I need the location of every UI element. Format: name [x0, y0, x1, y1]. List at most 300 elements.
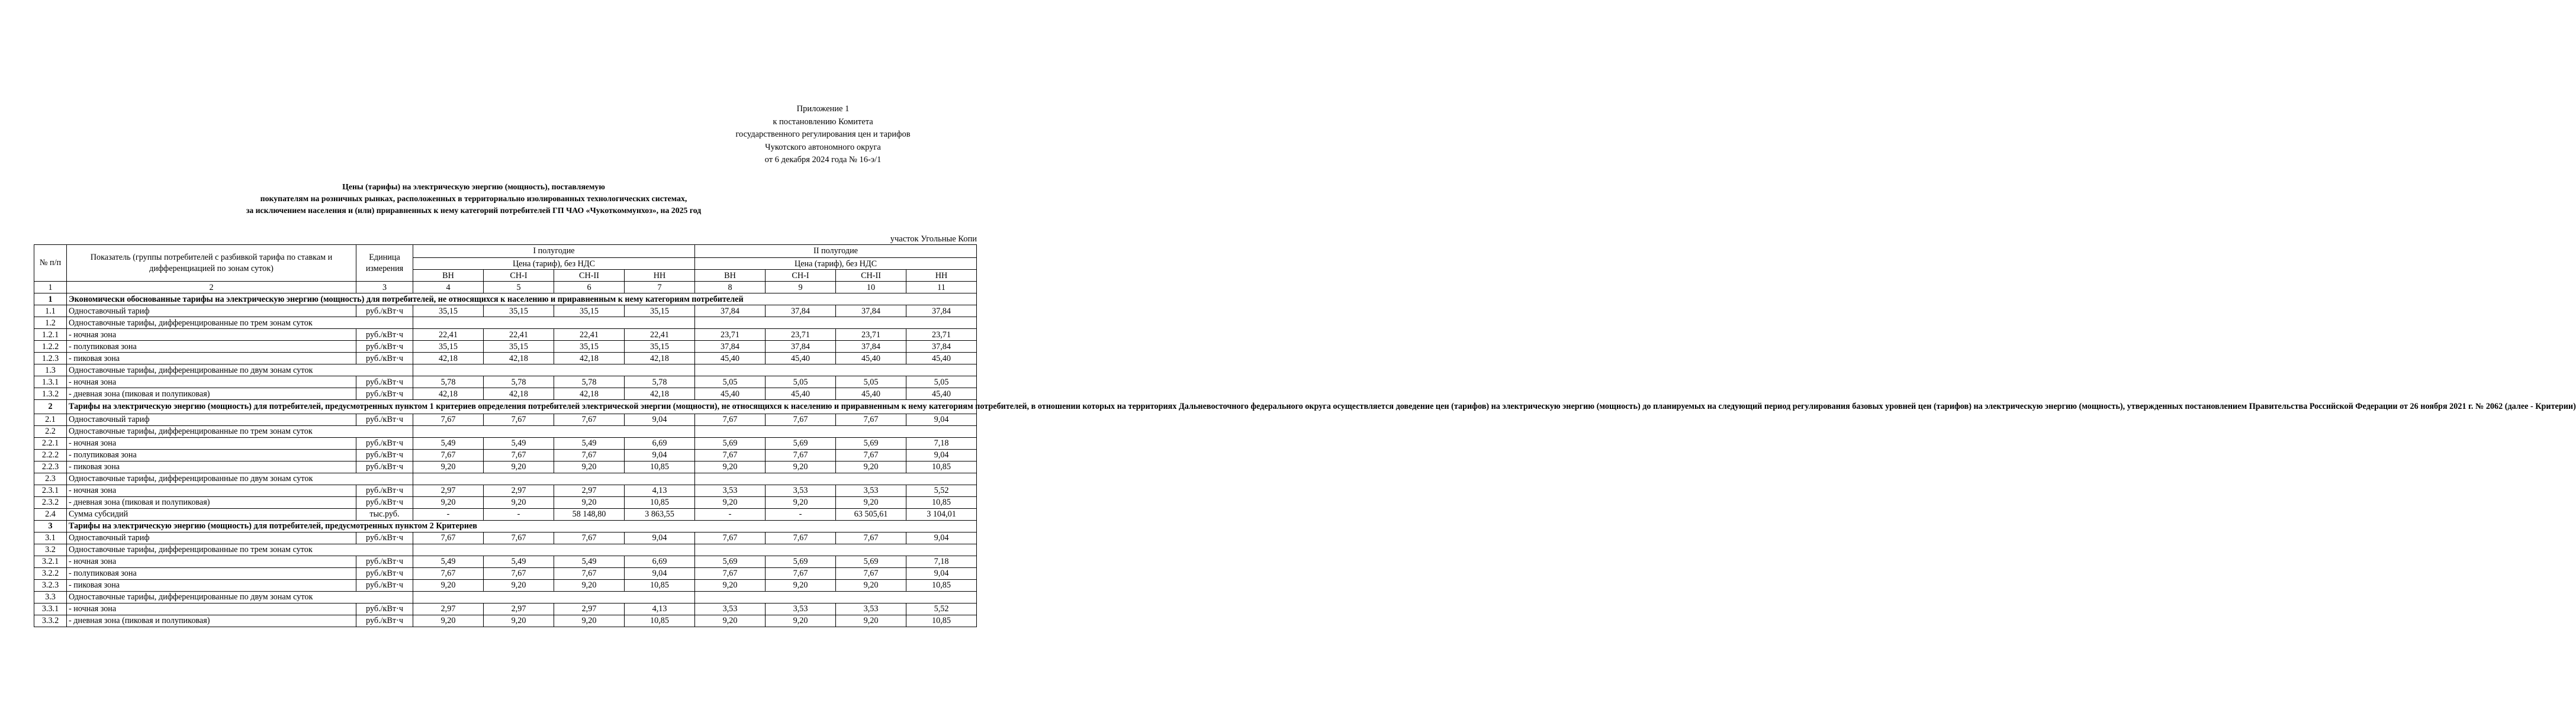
- price-value: 7,67: [413, 414, 484, 425]
- price-value: 5,69: [695, 437, 766, 449]
- price-value: 9,20: [554, 579, 625, 591]
- price-value: 3,53: [695, 603, 766, 615]
- price-value: 7,67: [836, 567, 906, 579]
- empty-cell: [413, 544, 695, 556]
- price-value: 23,71: [766, 329, 836, 341]
- price-value: 9,04: [625, 414, 695, 425]
- price-value: 3,53: [836, 485, 906, 496]
- row-label: Одноставочные тарифы, дифференцированные по двум зонам суток: [67, 364, 413, 376]
- row-label: Одноставочные тарифы, дифференцированные по трем зонам суток: [67, 544, 413, 556]
- price-value: 35,15: [554, 305, 625, 317]
- empty-cell: [695, 364, 977, 376]
- price-value: 9,20: [836, 615, 906, 627]
- header-level: СН-I: [766, 270, 836, 282]
- header-price-1: Цена (тариф), без НДС: [413, 258, 695, 270]
- header-colnum: 11: [906, 282, 977, 293]
- header-half-2: II полугодие: [695, 245, 977, 258]
- price-value: 3,53: [766, 603, 836, 615]
- price-value: 3,53: [695, 485, 766, 496]
- annex-line: от 6 декабря 2024 года № 16-э/1: [764, 155, 882, 164]
- row-number: 3.2.2: [34, 567, 67, 579]
- price-value: 45,40: [836, 388, 906, 400]
- row-number: 3.3.1: [34, 603, 67, 615]
- row-label: Одноставочные тарифы, дифференцированные по трем зонам суток: [67, 425, 413, 437]
- price-value: 42,18: [413, 388, 484, 400]
- price-value: 9,20: [484, 496, 554, 508]
- header-price-2: Цена (тариф), без НДС: [695, 258, 977, 270]
- table-row: [34, 341, 977, 353]
- price-value: 6,69: [625, 437, 695, 449]
- price-value: 7,67: [836, 414, 906, 425]
- annex-block: [710, 103, 935, 167]
- price-value: 37,84: [766, 305, 836, 317]
- price-value: 7,67: [695, 567, 766, 579]
- price-value: 63 505,61: [836, 508, 906, 520]
- price-value: 5,78: [554, 376, 625, 388]
- row-unit: руб./кВт·ч: [356, 532, 413, 544]
- row-unit: руб./кВт·ч: [356, 567, 413, 579]
- section-title: Экономически обоснованные тарифы на электрическую энергию (мощность) для потребителей, не относящихся к населению и приравненным к нему категориям потребителей: [67, 293, 977, 305]
- empty-cell: [413, 473, 695, 485]
- price-value: 9,20: [413, 496, 484, 508]
- price-value: 9,20: [484, 615, 554, 627]
- table-row: [34, 485, 977, 496]
- price-value: 10,85: [906, 615, 977, 627]
- table-row: [34, 293, 977, 305]
- price-value: 9,20: [695, 496, 766, 508]
- price-value: 23,71: [906, 329, 977, 341]
- price-value: 10,85: [906, 461, 977, 473]
- price-value: 9,04: [625, 567, 695, 579]
- price-value: 5,05: [695, 376, 766, 388]
- price-value: 5,05: [836, 376, 906, 388]
- price-value: 37,84: [695, 305, 766, 317]
- table-row: [34, 520, 977, 532]
- row-unit: руб./кВт·ч: [356, 556, 413, 567]
- price-value: 9,04: [906, 449, 977, 461]
- annex-line: Чукотского автономного округа: [765, 142, 881, 152]
- price-value: 37,84: [836, 305, 906, 317]
- price-value: 45,40: [906, 353, 977, 364]
- price-value: 7,67: [695, 449, 766, 461]
- table-row: [34, 461, 977, 473]
- price-value: 5,49: [413, 556, 484, 567]
- header-colnum: 6: [554, 282, 625, 293]
- section-title: Тарифы на электрическую энергию (мощность) для потребителей, предусмотренных пунктом 1 критериев определения потребителей электрической энергии (мощности), не относящихся к населению и приравненным к нему категориям потребителей, в отношении которых на территориях Дальневосточного федерального округа осуществляется доведение цен (тарифов) на электрическую энергию (мощность) до планируемых на следующий период регулирования базовых уровней цен (тарифов) на электрическую энергию (мощность), утвержденных постановлением Правительства Российской Федерации от 26 ноября 2021 г. № 2062 (далее - Критерии): [67, 400, 977, 414]
- price-value: 5,49: [554, 556, 625, 567]
- row-label: - ночная зона: [67, 603, 356, 615]
- price-value: 7,18: [906, 437, 977, 449]
- annex-line: государственного регулирования цен и тарифов: [735, 130, 911, 139]
- header-half-1: I полугодие: [413, 245, 695, 258]
- row-label: - пиковая зона: [67, 353, 356, 364]
- price-value: 37,84: [766, 341, 836, 353]
- price-value: 9,20: [766, 579, 836, 591]
- tariff-table: [34, 244, 2576, 627]
- price-value: 5,69: [836, 437, 906, 449]
- header-colnum: 7: [625, 282, 695, 293]
- price-value: 5,69: [766, 556, 836, 567]
- empty-cell: [695, 473, 977, 485]
- price-value: 5,49: [484, 437, 554, 449]
- price-value: 5,49: [413, 437, 484, 449]
- price-value: 22,41: [554, 329, 625, 341]
- header-colnum: 8: [695, 282, 766, 293]
- price-value: 6,69: [625, 556, 695, 567]
- empty-cell: [413, 317, 695, 329]
- row-number: 2.4: [34, 508, 67, 520]
- price-value: 4,13: [625, 603, 695, 615]
- row-unit: тыс.руб.: [356, 508, 413, 520]
- row-label: Одноставочный тариф: [67, 532, 356, 544]
- row-label: - ночная зона: [67, 485, 356, 496]
- price-value: 42,18: [413, 353, 484, 364]
- table-row: [34, 579, 977, 591]
- price-value: 2,97: [484, 485, 554, 496]
- table-row: [34, 591, 977, 603]
- price-value: 7,67: [766, 532, 836, 544]
- price-value: 5,69: [695, 556, 766, 567]
- price-value: 9,20: [766, 496, 836, 508]
- price-value: 7,67: [413, 449, 484, 461]
- row-unit: руб./кВт·ч: [356, 579, 413, 591]
- header-level: СН-I: [484, 270, 554, 282]
- price-value: 42,18: [554, 388, 625, 400]
- row-label: Одноставочный тариф: [67, 305, 356, 317]
- title-line: Цены (тарифы) на электрическую энергию (мощность), поставляемую: [342, 182, 605, 191]
- empty-cell: [695, 425, 977, 437]
- table-row: [34, 449, 977, 461]
- section-title: Тарифы на электрическую энергию (мощность) для потребителей, предусмотренных пунктом 2 Критериев: [67, 520, 977, 532]
- site-label: участок Угольные Копи: [890, 234, 977, 244]
- table-row: [34, 567, 977, 579]
- table-row: [34, 425, 977, 437]
- price-value: 35,15: [625, 341, 695, 353]
- price-value: 7,67: [766, 414, 836, 425]
- price-value: 35,15: [484, 341, 554, 353]
- price-value: 9,20: [766, 461, 836, 473]
- header-level: СН-II: [836, 270, 906, 282]
- price-value: 7,67: [766, 449, 836, 461]
- table-row: [34, 317, 977, 329]
- price-value: 37,84: [906, 341, 977, 353]
- row-label: - ночная зона: [67, 437, 356, 449]
- price-value: 7,67: [484, 567, 554, 579]
- table-row: [34, 414, 977, 425]
- table-row: [34, 388, 977, 400]
- price-value: 45,40: [695, 388, 766, 400]
- row-number: 2.2: [34, 425, 67, 437]
- price-value: -: [766, 508, 836, 520]
- empty-cell: [695, 591, 977, 603]
- price-value: 7,67: [695, 532, 766, 544]
- price-value: 5,78: [484, 376, 554, 388]
- price-value: 45,40: [766, 388, 836, 400]
- table-row: [34, 615, 977, 627]
- price-value: 9,20: [554, 615, 625, 627]
- annex-line: к постановлению Комитета: [773, 117, 873, 127]
- row-label: - полупиковая зона: [67, 567, 356, 579]
- row-unit: руб./кВт·ч: [356, 603, 413, 615]
- document-title: [178, 181, 770, 217]
- row-label: Одноставочные тарифы, дифференцированные по трем зонам суток: [67, 317, 413, 329]
- row-unit: руб./кВт·ч: [356, 437, 413, 449]
- row-number: 2: [34, 400, 67, 414]
- row-unit: руб./кВт·ч: [356, 341, 413, 353]
- row-label: Одноставочные тарифы, дифференцированные по двум зонам суток: [67, 591, 413, 603]
- price-value: 7,67: [836, 532, 906, 544]
- price-value: 9,20: [554, 461, 625, 473]
- row-number: 1.2: [34, 317, 67, 329]
- header-unit: Единица измерения: [356, 245, 413, 282]
- price-value: 4,13: [625, 485, 695, 496]
- price-value: 7,18: [906, 556, 977, 567]
- tariff-table-body: [34, 293, 2576, 627]
- price-value: 9,20: [695, 579, 766, 591]
- price-value: 10,85: [625, 615, 695, 627]
- empty-cell: [413, 591, 695, 603]
- price-value: 10,85: [625, 579, 695, 591]
- row-unit: руб./кВт·ч: [356, 496, 413, 508]
- price-value: 35,15: [625, 305, 695, 317]
- price-value: 35,15: [554, 341, 625, 353]
- empty-cell: [695, 544, 977, 556]
- row-label: - полупиковая зона: [67, 449, 356, 461]
- header-num: № п/п: [34, 245, 67, 282]
- price-value: 2,97: [413, 485, 484, 496]
- row-number: 2.2.1: [34, 437, 67, 449]
- price-value: 42,18: [554, 353, 625, 364]
- price-value: 9,20: [766, 615, 836, 627]
- table-row: [34, 353, 977, 364]
- row-label: - дневная зона (пиковая и полупиковая): [67, 496, 356, 508]
- price-value: 5,05: [906, 376, 977, 388]
- table-row: [34, 364, 977, 376]
- price-value: 7,67: [554, 532, 625, 544]
- row-label: Одноставочный тариф: [67, 414, 356, 425]
- table-row: [34, 496, 977, 508]
- table-row: [34, 556, 977, 567]
- row-number: 1: [34, 293, 67, 305]
- row-number: 1.2.1: [34, 329, 67, 341]
- price-value: 7,67: [554, 449, 625, 461]
- price-value: 45,40: [695, 353, 766, 364]
- price-value: 23,71: [695, 329, 766, 341]
- price-value: 9,20: [836, 579, 906, 591]
- header-colnum: 5: [484, 282, 554, 293]
- price-value: 37,84: [906, 305, 977, 317]
- table-row: [34, 603, 977, 615]
- row-unit: руб./кВт·ч: [356, 305, 413, 317]
- row-label: - ночная зона: [67, 556, 356, 567]
- empty-cell: [413, 425, 695, 437]
- price-value: 7,67: [695, 414, 766, 425]
- price-value: 5,69: [766, 437, 836, 449]
- price-value: 5,78: [413, 376, 484, 388]
- row-unit: руб./кВт·ч: [356, 376, 413, 388]
- header-level: ВН: [695, 270, 766, 282]
- price-value: 5,69: [836, 556, 906, 567]
- price-value: 9,04: [906, 532, 977, 544]
- header-level: НН: [625, 270, 695, 282]
- row-unit: руб./кВт·ч: [356, 353, 413, 364]
- price-value: 7,67: [413, 532, 484, 544]
- row-number: 3: [34, 520, 67, 532]
- price-value: 35,15: [413, 341, 484, 353]
- price-value: 2,97: [554, 603, 625, 615]
- empty-cell: [413, 364, 695, 376]
- empty-cell: [695, 317, 977, 329]
- title-line: покупателям на розничных рынках, расположенных в территориально изолированных технологических системах,: [260, 194, 687, 203]
- row-number: 2.3: [34, 473, 67, 485]
- price-value: 10,85: [906, 496, 977, 508]
- price-value: 9,20: [695, 461, 766, 473]
- row-unit: руб./кВт·ч: [356, 329, 413, 341]
- title-line: за исключением населения и (или) приравненных к нему категорий потребителей ГП ЧАО «Чукоткоммунхоз», на 2025 год: [246, 206, 702, 215]
- price-value: 9,04: [906, 567, 977, 579]
- price-value: 9,04: [625, 449, 695, 461]
- price-value: 45,40: [766, 353, 836, 364]
- price-value: 23,71: [836, 329, 906, 341]
- price-value: 7,67: [554, 567, 625, 579]
- price-value: 22,41: [625, 329, 695, 341]
- header-colnum: 10: [836, 282, 906, 293]
- header-level: ВН: [413, 270, 484, 282]
- row-label: - ночная зона: [67, 329, 356, 341]
- row-number: 2.2.3: [34, 461, 67, 473]
- price-value: 58 148,80: [554, 508, 625, 520]
- header-level: СН-II: [554, 270, 625, 282]
- row-label: Одноставочные тарифы, дифференцированные по двум зонам суток: [67, 473, 413, 485]
- price-value: 9,04: [906, 414, 977, 425]
- row-label: - пиковая зона: [67, 579, 356, 591]
- price-value: 7,67: [766, 567, 836, 579]
- row-label: - полупиковая зона: [67, 341, 356, 353]
- price-value: 2,97: [554, 485, 625, 496]
- price-value: 45,40: [906, 388, 977, 400]
- row-number: 1.3.1: [34, 376, 67, 388]
- price-value: 42,18: [484, 388, 554, 400]
- price-value: 10,85: [906, 579, 977, 591]
- price-value: 10,85: [625, 461, 695, 473]
- row-number: 2.2.2: [34, 449, 67, 461]
- price-value: 22,41: [484, 329, 554, 341]
- price-value: 9,20: [413, 615, 484, 627]
- price-value: 7,67: [413, 567, 484, 579]
- price-value: 9,20: [484, 579, 554, 591]
- row-unit: руб./кВт·ч: [356, 449, 413, 461]
- row-number: 1.3.2: [34, 388, 67, 400]
- row-number: 3.2.1: [34, 556, 67, 567]
- price-value: 7,67: [484, 449, 554, 461]
- price-value: 35,15: [484, 305, 554, 317]
- row-unit: руб./кВт·ч: [356, 414, 413, 425]
- row-unit: руб./кВт·ч: [356, 485, 413, 496]
- row-number: 1.3: [34, 364, 67, 376]
- price-value: 9,20: [554, 496, 625, 508]
- price-value: 7,67: [484, 532, 554, 544]
- header-level: НН: [906, 270, 977, 282]
- row-number: 1.2.2: [34, 341, 67, 353]
- price-value: 42,18: [625, 353, 695, 364]
- row-label: - дневная зона (пиковая и полупиковая): [67, 388, 356, 400]
- price-value: 35,15: [413, 305, 484, 317]
- price-value: 42,18: [484, 353, 554, 364]
- table-row: [34, 376, 977, 388]
- price-value: 9,20: [413, 579, 484, 591]
- price-value: 7,67: [484, 414, 554, 425]
- price-value: 5,78: [625, 376, 695, 388]
- price-value: 2,97: [413, 603, 484, 615]
- price-value: 22,41: [413, 329, 484, 341]
- price-value: 9,20: [484, 461, 554, 473]
- price-value: 3,53: [836, 603, 906, 615]
- table-row: [34, 532, 977, 544]
- price-value: 5,52: [906, 603, 977, 615]
- price-value: 5,49: [554, 437, 625, 449]
- table-row: [34, 544, 977, 556]
- price-value: -: [413, 508, 484, 520]
- price-value: 37,84: [695, 341, 766, 353]
- price-value: 5,52: [906, 485, 977, 496]
- row-number: 3.1: [34, 532, 67, 544]
- row-unit: руб./кВт·ч: [356, 461, 413, 473]
- row-number: 3.2: [34, 544, 67, 556]
- row-label: Сумма субсидий: [67, 508, 356, 520]
- row-number: 3.3: [34, 591, 67, 603]
- price-value: 3 104,01: [906, 508, 977, 520]
- row-number: 3.3.2: [34, 615, 67, 627]
- row-label: - дневная зона (пиковая и полупиковая): [67, 615, 356, 627]
- table-row: [34, 305, 977, 317]
- price-value: 7,67: [836, 449, 906, 461]
- table-row: [34, 437, 977, 449]
- table-row: [34, 400, 977, 414]
- table-row: [34, 473, 977, 485]
- price-value: 7,67: [554, 414, 625, 425]
- annex-line: Приложение 1: [796, 104, 850, 114]
- row-unit: руб./кВт·ч: [356, 388, 413, 400]
- header-colnum: 4: [413, 282, 484, 293]
- price-value: 9,04: [625, 532, 695, 544]
- price-value: 37,84: [836, 341, 906, 353]
- price-value: -: [695, 508, 766, 520]
- price-value: 5,05: [766, 376, 836, 388]
- price-value: 10,85: [625, 496, 695, 508]
- header-colnum: 1: [34, 282, 67, 293]
- price-value: -: [484, 508, 554, 520]
- header-colnum: 3: [356, 282, 413, 293]
- price-value: 45,40: [836, 353, 906, 364]
- price-value: 9,20: [413, 461, 484, 473]
- table-row: [34, 329, 977, 341]
- header-colnum: 9: [766, 282, 836, 293]
- price-value: 42,18: [625, 388, 695, 400]
- row-number: 2.3.1: [34, 485, 67, 496]
- price-value: 9,20: [836, 496, 906, 508]
- table-row: [34, 508, 977, 520]
- price-value: 9,20: [836, 461, 906, 473]
- row-number: 1.2.3: [34, 353, 67, 364]
- row-label: - ночная зона: [67, 376, 356, 388]
- row-label: - пиковая зона: [67, 461, 356, 473]
- row-number: 1.1: [34, 305, 67, 317]
- price-value: 3,53: [766, 485, 836, 496]
- row-number: 2.1: [34, 414, 67, 425]
- row-unit: руб./кВт·ч: [356, 615, 413, 627]
- price-value: 3 863,55: [625, 508, 695, 520]
- row-number: 2.3.2: [34, 496, 67, 508]
